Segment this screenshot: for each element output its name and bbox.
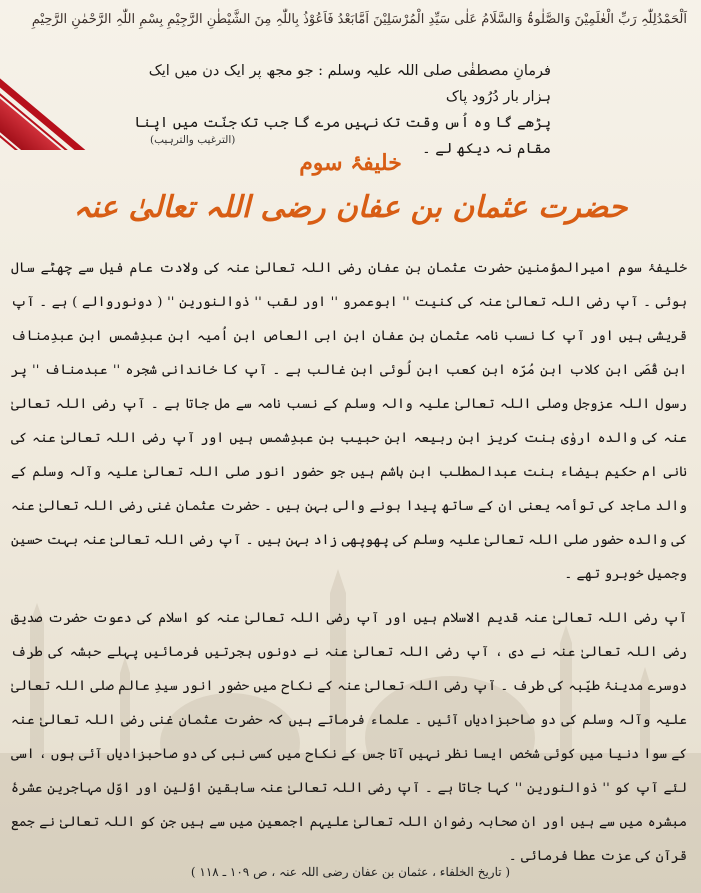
paragraph: خلیفۂ سوم امیرالمؤمنین حضرت عثمان بن عفان رضی اللہ تعالیٰ عنہ کی ولادت عام فیل سے چھٹے سال ہوئی ۔ آپ رضی اللہ تعالیٰ عنہ کی کنیت '' ابوعمرو '' اور لقب '' ذوالنورین '' ( دونوروالے ) ہے ۔ آپ قریشی ہیں اور آپ کا نسب نامہ عثمان بن عفان ابن ابی العاص ابن اُمیہ ابن عبدِشمس ابن عبدِمناف ابن قُصَی ابن کلاب ابن مُرّہ ابن کعب ابن لُوئی ابن غالب ہے ۔ آپ کا خاندانی شجرہ '' عبدمناف '' پر رسول اللہ عزوجل وصلی اللہ تعالیٰ علیہ والہ وسلم کے نسب نامہ سے مل جاتا ہے ۔ آپ رضی اللہ تعالیٰ عنہ کی والدہ اروٰی بنت کریز ابن ربیعہ ابن حبیب بن عبدِشمس ہیں اور آپ رضی اللہ تعالیٰ عنہ کی نانی ام حکیم بیضاء بنت عبدالمطلب ابن ہاشم ہیں جو حضور انور صلی اللہ تعالیٰ علیہ وآلہ وسلم کے والد ماجد کی توأمہ یعنی ان کے ساتھ پیدا ہونے والی بہن ہیں ۔ حضرت عثمان غنی رضی اللہ تعالیٰ عنہ کی والدہ حضور صلی اللہ تعالیٰ علیہ وسلم کی پھوپھی زاد بہن ہیں ۔ آپ رضی اللہ تعالیٰ عنہ بہت حسین وجمیل خوبرو تھے ۔ bbox=[11, 261, 687, 582]
hadith-quote bbox=[131, 58, 551, 162]
page-subtitle: خلیفۂ سوم bbox=[299, 150, 402, 176]
hadith-reference: (الترغیب والترہیب) bbox=[150, 134, 236, 146]
source-reference: ( تاریخ الخلفاء ، عثمان بن عفان رضی اللہ عنہ ، ص ١٠٩ ـ ١١٨ ) bbox=[190, 865, 511, 879]
hadith-line-2: پڑھے گا وہ اُس وقت تک نہیں مرے گا جب تک جنّت میں اپنا مقام نہ دیکھ لے ۔ bbox=[134, 115, 551, 157]
paragraph: آپ رضی اللہ تعالیٰ عنہ قدیم الاسلام ہیں اور آپ رضی اللہ تعالیٰ عنہ کو اسلام کی دعوت حضرت صدیق رضی اللہ تعالیٰ عنہ نے دی ، آپ رضی اللہ تعالیٰ عنہ نے دونوں ہجرتیں فرمائیں پہلے حبشہ کی طرف دوسرے مدینۂ طیّبہ کی طرف ۔ آپ رضی اللہ تعالیٰ عنہ کے نکاح میں حضور انور سیدِ عالم صلی اللہ تعالیٰ علیہ وآلہ وسلم کی دو صاحبزادیاں آئیں ۔ علماء فرماتے ہیں کہ حضرت عثمان غنی رضی اللہ تعالیٰ عنہ کے سوا دنیا میں کوئی شخص ایسا نظر نہیں آتا جس کے نکاح میں کسی نبی کی دو صاحبزادیاں آئی ہوں ، اسی لئے آپ کو '' ذوالنورین '' کہا جاتا ہے ۔ آپ رضی اللہ تعالیٰ عنہ سابقین اوّلین اور اوّل مہاجرین عشرۂ مبشرہ میں سے ہیں اور ان صحابہ رضوان اللہ تعالیٰ علیہم اجمعین میں سے ہیں جن کو اللہ تعالیٰ نے جمع قرآن کی عزت عطا فرمائی ۔ bbox=[11, 611, 687, 864]
hadith-line-1: فرمانِ مصطفٰی صلی اللہ علیہ وسلم : جو مجھ پر ایک دن میں ایک ہزار بار دُرُود پاک bbox=[148, 63, 551, 105]
article-body bbox=[11, 252, 687, 884]
invocation-text: اَلْحَمْدُلِلّٰہِ رَبِّ الْعٰلَمِیْنَ وَالصَّلٰوۃُ وَالسَّلَامُ عَلٰی سَیِّدِ الْمُرْسَلِیْنَ اَمَّابَعْدُ فَاَعُوْذُ بِاللّٰہِ مِنَ الشَّیْطٰنِ الرَّجِیْمِ بِسْمِ اللّٰہِ الرَّحْمٰنِ الرَّحِیْمِ bbox=[31, 12, 687, 27]
page-title: حضرت عثمان بن عفان رضی اللہ تعالیٰ عنہ bbox=[73, 190, 628, 225]
